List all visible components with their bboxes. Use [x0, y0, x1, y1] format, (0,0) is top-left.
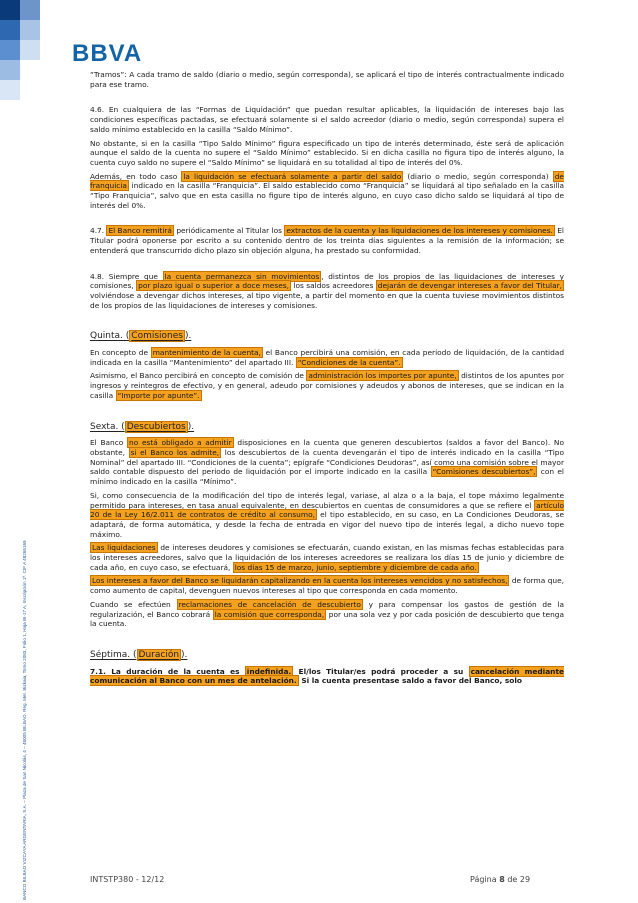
paragraph-franquicia: Además, en todo caso la liquidación se efectuará solamente a partir del saldo (diario o medio, según corresponda) de franquicia indicado en la casilla “Franquicia”. El saldo establecido como “Franquicia” se liquidará al tipo señalado en la casilla “Tipo Franquicia”, salvo que en esta casilla no figure tipo de interés alguno, en cuyo caso dicho saldo se liquidará al tipo de interés del 0%.: [90, 171, 564, 210]
page-number: Página 8 de 29: [470, 875, 531, 884]
paragraph-liquidaciones: Las liquidaciones de intereses deudores y comisiones se efectuarán, cuando existan, en las mismas fechas establecidas para los intereses acreedores, salvo que la liquidación de los intereses acreedores se realizara los días 15 de junio y diciembre de cada año, en cuyo caso, se efectuará, los días 15 de marzo, junio, septiembre y diciembre de cada año.: [90, 543, 564, 572]
heading-sexta: Sexta. ( Descubiertos ).: [90, 421, 195, 432]
paragraph-7-1: 7.1. La duración de la cuenta es indefinida. El/los Titular/es podrá proceder a su cancelación mediante comunicación al Banco con un mes de antelación. Si la cuenta presentase saldo a favor del Banco, solo: [90, 666, 564, 686]
paragraph-intereses-banco: Los intereses a favor del Banco se liquidarán capitalizando en la cuenta los intereses vencidos y no satisfechos, de forma que, como aumento de capital, devenguen nuevos intereses al tipo que corresponda en cada momento.: [90, 576, 564, 596]
bbva-logo: BBVA: [72, 40, 143, 67]
paragraph-reclamaciones: Cuando se efectúen reclamaciones de cancelación de descubierto y para compensar los gastos de gestión de la regularización, el Banco cobrará la comisión que corresponda, por una sola vez y por cada posición de descubierto que tenga la cuenta.: [90, 599, 564, 629]
paragraph-4-6: 4.6. En cualquiera de las “Formas de Liquidación” que puedan resultar aplicables, la liquidación de intereses bajo las condiciones específicas pactadas, se efectuará solamente si el saldo acreedor (diario o medio, según corresponda) supera el saldo mínimo establecido en la casilla “Saldo Mínimo”.: [90, 105, 564, 134]
heading-septima: Séptima. ( Duración ).: [90, 649, 188, 660]
paragraph-mantenimiento: En concepto de mantenimiento de la cuenta, el Banco percibirá una comisión, en cada período de liquidación, de la cantidad indicada en la casilla “Mantenimiento” del apartado III. “Condiciones de la cuenta”.: [90, 348, 565, 367]
heading-quinta: Quinta. ( Comisiones ).: [90, 331, 192, 342]
paragraph-tipo-legal: Si, como consecuencia de la modificación del tipo de interés legal, variase, al alza o a la baja, el tope máximo legalmente permitido para intereses, en tasa anual equivalente, en descubiertos en cuentas de consumidores a que se refiere el artículo 20 de la Ley 16/2.011 de contratos de crédito al consumo, el tipo establecido, en su caso, en La Condiciones Deudoras, se adaptará, de forma automática, y desde la fecha de entrada en vigor del nuevo tipo de interés legal, a dicho nuevo tope máximo.: [90, 490, 564, 539]
document-code: INTSTP380 - 12/12: [90, 875, 165, 884]
paragraph-tramos: “Tramos”: A cada tramo de saldo (diario o medio, según corresponda), se aplicará el tipo de interés contractualmente indicado para ese tramo.: [90, 70, 564, 89]
document-body: [90, 70, 564, 690]
paragraph-4-7: 4.7. El Banco remitirá periódicamente al Titular los extractos de la cuenta y las liquidaciones de los intereses y comisiones. El Titular podrá oponerse por escrito a su contenido dentro de los treinta días siguientes a la remisión de la información; se entenderá que transcurrido dicho plazo sin objeción alguna, ha prestado su conformidad.: [90, 226, 564, 255]
paragraph-administracion: Asimismo, el Banco percibirá en concepto de comisión de administración los importes por apunte, distintos de los apuntes por ingresos y reintegros de efectivo, y en general, adeudo por comisiones y adeudos y abonos de intereses, que se indican en la casilla “Importe por apunte”.: [90, 371, 565, 400]
legal-vertical-text: BANCO BILBAO VIZCAYA ARGENTARIA, S.A. – Plaza de San Nicolás, 4 – 48005 BILBAO. Reg. Mer. Bizkaia, Tomo 2083, Folio 1, Hoja BI-17 A, Inscripción 1ª. CIF A 48265169: [22, 540, 27, 900]
paragraph-tipo-saldo-minimo: No obstante, si en la casilla “Tipo Saldo Mínimo” figura especificado un tipo de interés determinado, éste será de aplicación aunque el saldo de la cuenta no supere el “Saldo Mínimo” establecido. Si en dicha casilla no figura tipo de interés alguno, la cuenta cuyo saldo no supere el “Saldo Mínimo” se liquidará en su totalidad al tipo de interés del 0%.: [90, 138, 564, 167]
paragraph-descubiertos: El Banco no está obligado a admitir disposiciones en la cuenta que generen descubiertos (saldos a favor del Banco). No obstante, si el Banco los admite, los descubiertos de la cuenta devengarán el tipo de interés indicado en la casilla “Tipo Nominal” del apartado III. “Condiciones de la cuenta”; epígrafe “Condiciones Deudoras”, así como una comisión sobre el mayor saldo contable dispuesto del periodo de liquidación por el importe indicado en la casilla “Comisiones descubiertos”, con el mínimo indicado en la casilla “Mínimo”.: [90, 438, 564, 487]
paragraph-4-8: 4.8. Siempre que la cuenta permanezca sin movimientos , distintos de los propios de las liquidaciones de intereses y comisiones, por plazo igual o superior a doce meses, los saldos acreedores dejarán de devengar intereses a favor del Titular, volviéndose a devengar dichos intereses, al tipo vigente, a partir del momento en que la cuenta tuviese movimientos distintos de los propios de las liquidaciones de intereses y comisiones.: [90, 271, 564, 310]
logo-squares: [0, 0, 42, 120]
